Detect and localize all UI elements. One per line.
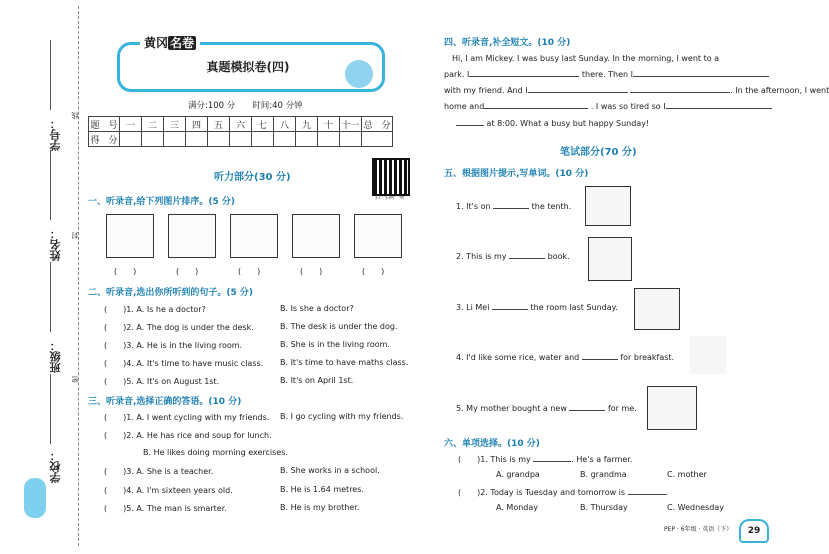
calendar-picture [585,186,631,226]
question-option-a: ( )3. A. He is in the living room. [104,341,243,350]
passage-line: park. I there. Then I [444,70,769,79]
section-3-title: 三、听录音,选择正确的答语。(10 分) [88,397,242,407]
name-field [50,150,51,220]
passage-line: with my friend. And I . In the afternoon, I went [444,86,829,95]
question-option-a: ( )5. A. It's on August 1st. [104,377,220,386]
blank-field[interactable] [630,92,730,93]
qr-code-icon [372,158,410,196]
answer-bracket[interactable]: ( ) [176,267,199,276]
section-1-title: 一、听录音,给下列图片排序。(5 分) [88,197,236,207]
score-table-row: 得 分 [89,132,393,147]
passage-line: at 8:00. What a busy but happy Sunday! [456,119,649,128]
choice-option: B. Thursday [580,503,628,512]
writing-section-title: 笔试部分(70 分) [560,147,637,158]
blank-field[interactable] [528,92,628,93]
question-option-a: ( )1. A. I went cycling with my friends. [104,413,270,422]
breakfast-picture [690,336,726,374]
question-option-b: B. She is in the living room. [280,340,390,349]
student-id-label: 学号： [49,118,62,151]
section-6-title: 六、单项选择。(10 分) [444,439,540,449]
question-option-b: B. He is 1.64 metres. [280,485,364,494]
choice-option: C. Wednesday [667,503,724,512]
student-id-field [50,40,51,110]
mascot-pencil-icon [24,478,46,518]
passage-line: Hi, I am Mickey. I was busy last Sunday. In the morning, I went to a [452,54,720,63]
question-option-a: ( )2. A. The dog is under the desk. [104,323,254,332]
answer-bracket[interactable]: ( ) [238,267,261,276]
mother-picture [647,386,697,430]
class-label: 班级： [49,340,62,373]
blank-field[interactable] [484,108,588,109]
passage-line: home and . I was so tired so I [444,102,772,111]
cut-line-mark: 线 [71,112,79,119]
fill-question: 3. Li Mei the room last Sunday. [456,303,618,312]
fill-question: 5. My mother bought a new for me. [456,404,637,413]
school-label: 学校： [49,450,62,483]
blank-field[interactable] [469,76,579,77]
class-field [50,262,51,332]
binding-line [78,6,79,546]
question-option-a: ( )4. A. It's time to have music class. [104,359,264,368]
fill-question: 4. I'd like some rice, water and for breakfast. [456,353,675,362]
score-time: 满分:100 分 时间:40 分钟 [188,101,303,111]
rabbit-mascot-icon [345,60,373,88]
classroom-picture [292,214,340,258]
question-option-a: ( )4. A. I'm sixteen years old. [104,486,233,495]
choice-question: ( )2. Today is Tuesday and tomorrow is . [458,488,669,497]
score-table-header: 题 号 一 二 三 四 五 六 七 八 九 十 十一 总 分 [89,117,393,132]
question-option-b: B. It's time to have maths class. [280,358,409,367]
answer-bracket[interactable]: ( ) [114,267,137,276]
qr-caption: 扫一扫听一听 [374,195,405,201]
blank-field[interactable] [456,125,484,126]
question-option-b: B. He likes doing morning exercises. [143,448,288,457]
choice-option: B. grandma [580,470,627,479]
question-option-b: B. He is my brother. [280,503,360,512]
answer-bracket[interactable]: ( ) [300,267,323,276]
page-title: 真题模拟卷(四) [206,60,290,74]
question-option-b: B. It's on April 1st. [280,376,354,385]
choice-option: C. mother [667,470,707,479]
question-option-a: ( )1. A. Is he a doctor? [104,305,206,314]
question-option-a: ( )2. A. He has rice and soup for lunch. [104,431,272,440]
fill-question: 2. This is my book. [456,252,570,261]
rabbit-picture [168,214,216,258]
brand-logo: 黄冈 名卷 [140,34,200,51]
question-option-a: ( )5. A. The man is smarter. [104,504,227,513]
clock-bed-picture [230,214,278,258]
footer-text: PEP · 6年级 · 英语（下） [664,526,733,533]
section-5-title: 五、根据图片提示,写单词。(10 分) [444,169,589,179]
fill-question: 1. It's on the tenth. [456,202,572,211]
seal-mark: 封 [71,232,79,239]
bear-picture [106,214,154,258]
section-2-title: 二、听录音,选出你所听到的句子。(5 分) [88,288,254,298]
cleaning-picture [634,288,680,330]
choice-question: ( )1. This is my . He's a farmer. [458,455,633,464]
question-option-b: B. Is she a doctor? [280,304,354,313]
choice-option: A. grandpa [496,470,540,479]
answer-bracket[interactable]: ( ) [362,267,385,276]
question-option-b: B. She works in a school. [280,466,380,475]
girl-book-picture [588,237,632,281]
name-label: 姓名： [49,228,62,261]
section-4-title: 四、听录音,补全短文。(10 分) [444,38,571,48]
choice-option: A. Monday [496,503,538,512]
question-option-b: B. The desk is under the dog. [280,322,398,331]
page-number: 29 [739,519,769,543]
question-option-a: ( )3. A. She is a teacher. [104,467,214,476]
playing-picture [354,214,402,258]
blank-field[interactable] [666,108,772,109]
blank-field[interactable] [633,76,769,77]
school-field [50,374,51,444]
listening-section-title: 听力部分(30 分) [214,172,291,183]
score-table [88,116,393,147]
question-option-b: B. I go cycling with my friends. [280,412,404,421]
secret-mark: 密 [71,376,79,383]
